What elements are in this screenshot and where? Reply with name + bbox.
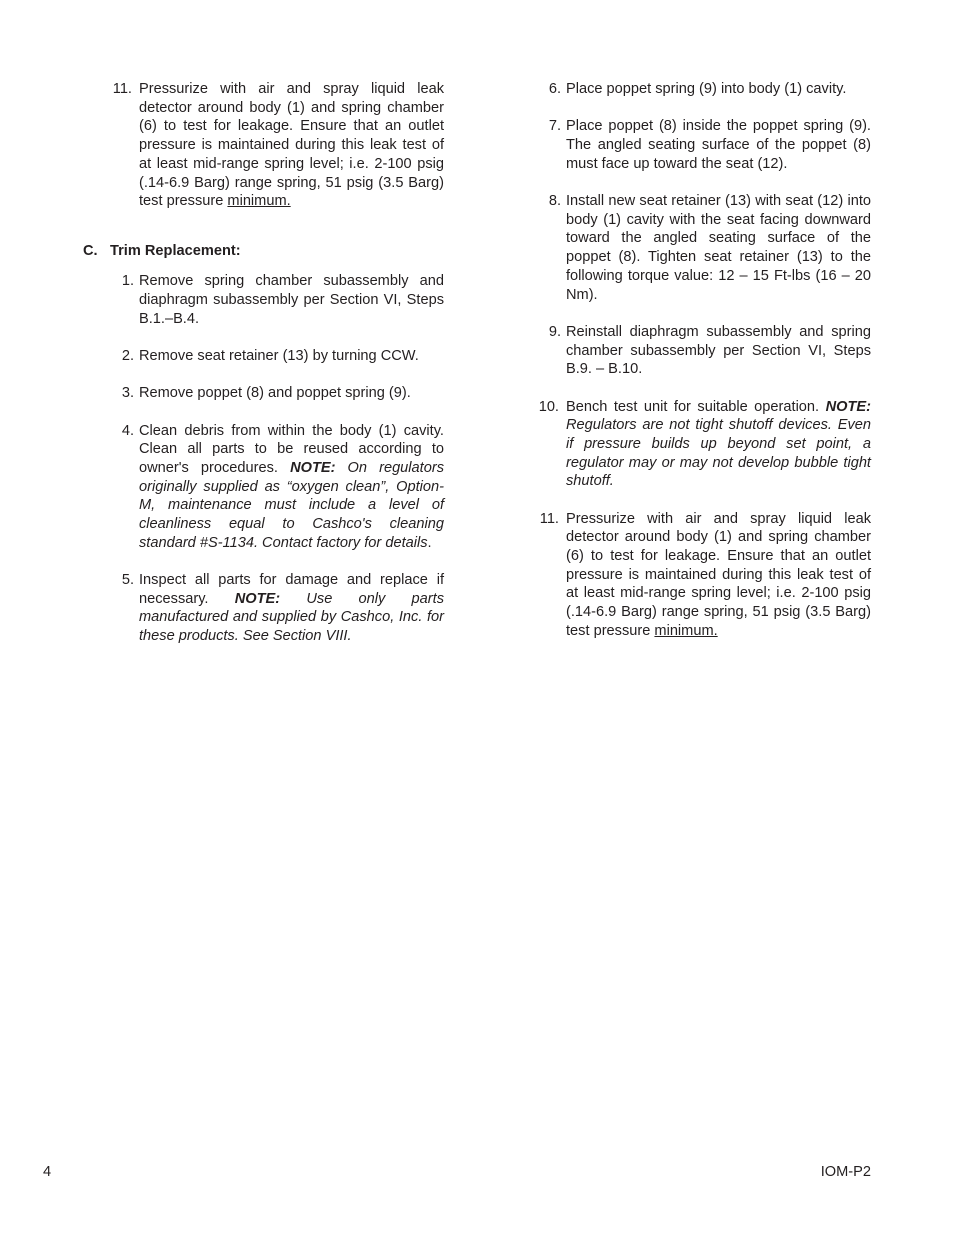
step-text: Remove poppet (8) and poppet spring (9). xyxy=(139,385,411,402)
note-text: Use only parts manufactured and supplied by Cashco, Inc. for these products. See Section VIII. xyxy=(139,590,444,645)
step-text: Clean debris from within the body (1) cavity. Clean all parts to be reused according to owner's procedures. xyxy=(139,422,444,476)
document-code: IOM-P2 xyxy=(820,1164,871,1180)
note-label: NOTE: xyxy=(290,459,336,476)
step-5 xyxy=(110,571,444,646)
page-number: 4 xyxy=(43,1164,52,1180)
step-underlined: minimum. xyxy=(227,193,291,210)
step-number: 11. xyxy=(539,510,559,527)
step-1 xyxy=(110,272,444,328)
section-title: Trim Replacement: xyxy=(110,242,241,259)
note-label: NOTE: xyxy=(825,398,871,415)
step-number: 10. xyxy=(538,398,559,415)
step-text: Place poppet spring (9) into body (1) cavity. xyxy=(566,81,847,97)
step-number: 7. xyxy=(548,118,561,135)
step-9 xyxy=(537,323,871,379)
step-text: Place poppet (8) inside the poppet spring (9). The angled seating surface of the poppet (8) must face up toward the seat (12). xyxy=(566,118,871,172)
step-10 xyxy=(537,398,871,492)
step-4 xyxy=(110,422,444,553)
step-11-right xyxy=(537,510,871,641)
step-6 xyxy=(537,80,871,99)
step-number: 8. xyxy=(548,193,561,209)
left-column xyxy=(83,80,444,664)
step-text: Remove spring chamber subassembly and diaphragm subassembly per Section VI, Steps B.1.–B.4. xyxy=(139,273,444,327)
step-3 xyxy=(110,384,444,403)
step-number: 3. xyxy=(121,385,134,402)
step-number: 5. xyxy=(121,572,134,589)
step-text: Install new seat retainer (13) with seat (12) into body (1) cavity with the seat facing downward toward the angled seating surface of the poppet (8). Tighten seat retainer (13) to the following torque value: 12 – 15 Ft-lbs (16 – 20 Nm). xyxy=(566,193,871,303)
step-8 xyxy=(537,192,871,304)
section-letter: C. xyxy=(83,242,98,259)
step-number: 2. xyxy=(121,347,134,364)
section-heading xyxy=(83,242,444,261)
note-text: On regulators originally supplied as “oxygen clean”, Option-M, maintenance must include a level of cleanliness equal to Cashco's cleaning standard #S-1134. Contact factory for details xyxy=(139,459,444,551)
step-text: Bench test unit for suitable operation. xyxy=(566,398,826,415)
step-7 xyxy=(537,117,871,173)
note-text: Regulators are not tight shutoff devices. Even if pressure builds up beyond set point, a regulator may or may not develop bubble tight shutoff. xyxy=(566,417,871,490)
step-number: 11. xyxy=(112,81,132,97)
step-text: Pressurize with air and spray liquid leak detector around body (1) and spring chamber (6) to test for leakage. Ensure that an outlet pressure is maintained during this leak test of at least mid-range spring level; i.e. 2-100 psig (.14-6.9 Barg) range spring, 51 psig (3.5 Barg) test pressure xyxy=(566,510,871,639)
step-text: Reinstall diaphragm subassembly and spring chamber subassembly per Section VI, Steps B.9. – B.10. xyxy=(566,323,871,378)
step-text: Inspect all parts for damage and replace if necessary. xyxy=(139,572,444,607)
step-number: 4. xyxy=(121,422,134,439)
step-11-left xyxy=(110,80,444,211)
step-number: 9. xyxy=(548,323,561,340)
step-underlined: minimum. xyxy=(654,622,718,639)
right-column xyxy=(537,80,871,659)
step-number: 1. xyxy=(121,273,134,290)
note-label: NOTE: xyxy=(234,590,281,607)
step-text: Remove seat retainer (13) by turning CCW. xyxy=(139,347,419,364)
step-2 xyxy=(110,347,444,366)
step-number: 6. xyxy=(548,81,561,97)
step-text: Pressurize with air and spray liquid leak detector around body (1) and spring chamber (6) to test for leakage. Ensure that an outlet pressure is maintained during this leak test of at least mid-range spring level; i.e. 2-100 psig (.14-6.9 Barg) range spring, 51 psig (3.5 Barg) test pressure xyxy=(139,81,444,210)
note-trailing: . xyxy=(427,534,432,551)
